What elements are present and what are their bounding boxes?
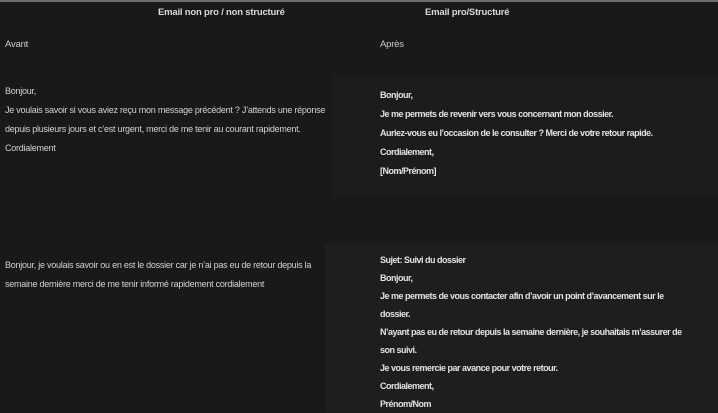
label-apres: Après: [380, 39, 404, 50]
text-line: son suivi.: [380, 345, 417, 355]
text-line: Je vous remercie par avance pour votre retour.: [380, 363, 558, 373]
text-line: semaine dernière merci de me tenir informé rapidement cordialement: [5, 279, 265, 289]
text-line: depuis plusieurs jours et c’est urgent, merci de me tenir au courant rapidement.: [5, 124, 301, 134]
column-header-structured: Email pro/Structuré: [425, 7, 510, 18]
text-line: Sujet: Suivi du dossier: [380, 255, 466, 265]
label-avant: Avant: [5, 39, 29, 50]
text-line: Bonjour, je voulais savoir ou en est le dossier car je n’ai pas eu de retour depuis la: [5, 260, 312, 270]
before-email-1-text: [5, 82, 325, 158]
text-line: N’ayant pas eu de retour depuis la semaine dernière, je souhaitais m’assurer de: [380, 327, 682, 337]
text-line: Auriez-vous eu l’occasion de le consulter ? Merci de votre retour rapide.: [380, 128, 653, 138]
text-line: Cordialement,: [380, 381, 434, 391]
text-line: Je voulais savoir si vous aviez reçu mon message précédent ? J’attends une réponse: [5, 105, 326, 115]
text-line: Bonjour,: [380, 273, 413, 283]
column-header-non-structured: Email non pro / non structuré: [158, 7, 285, 18]
text-line: [Nom/Prénom]: [380, 166, 437, 176]
text-line: Cordialement,: [380, 147, 434, 157]
after-email-2-text: [380, 251, 682, 413]
text-line: Prénom/Nom: [380, 399, 432, 409]
text-line: Je me permets de revenir vers vous concernant mon dossier.: [380, 109, 614, 119]
text-line: Je me permets de vous contacter afin d’avoir un point d’avancement sur le: [380, 291, 664, 301]
before-email-2-text: [5, 256, 311, 294]
text-line: Bonjour,: [380, 90, 413, 100]
text-line: Cordialement: [5, 143, 56, 153]
text-line: Bonjour,: [5, 86, 37, 96]
text-line: dossier.: [380, 309, 411, 319]
after-email-1-text: [380, 86, 653, 181]
window-top-edge: [0, 0, 718, 2]
